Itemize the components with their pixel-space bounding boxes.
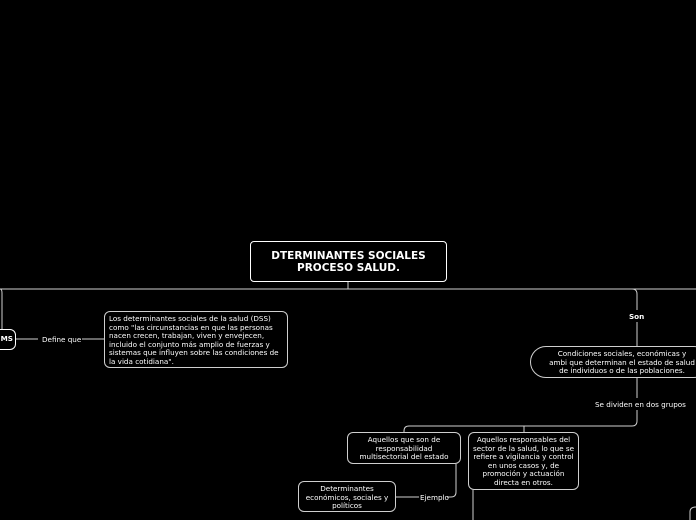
- multisectorial-text: Aquellos que son de responsabilidad multisectorial del estado: [359, 435, 449, 462]
- right-edge-connector: [690, 507, 696, 520]
- condiciones-node[interactable]: [530, 346, 696, 378]
- definicion-node[interactable]: [104, 311, 288, 368]
- grupos-connector: [404, 410, 637, 432]
- left-node-text: MS: [0, 334, 13, 343]
- condiciones-text: Condiciones sociales, económicas y ambi que determinan el estado de salud de individuos o de las poblaciones.: [549, 349, 695, 376]
- root-title: DTERMINANTES SOCIALES PROCESO SALUD.: [271, 249, 426, 274]
- right-branch-connector: [632, 289, 637, 310]
- se-dividen-label: Se dividen en dos grupos: [595, 400, 686, 409]
- economicos-node[interactable]: [298, 481, 396, 512]
- definicion-text: Los determinantes sociales de la salud (DSS) como "las circunstancias en que las personas nacen crecen, trabajan, viven y envejecen, incluido el conjunto más amplio de fuerzas y sistemas que influyen sobre las condiciones de la vida cotidiana".: [109, 314, 279, 366]
- sector-salud-text: Aquellos responsables del sector de la salud, lo que se refiere a vigilancia y control en unos casos y, de promoción y actuación directa en otros.: [472, 435, 575, 487]
- multisectorial-node[interactable]: [347, 432, 461, 464]
- define-que-label: Define que: [42, 335, 82, 344]
- son-label: Son: [629, 312, 645, 321]
- economicos-text: Determinantes económicos, sociales y políticos: [305, 484, 389, 511]
- root-node[interactable]: [250, 241, 447, 282]
- left-node[interactable]: [0, 329, 16, 350]
- sector-salud-node[interactable]: [468, 432, 579, 490]
- ejemplo-label: Ejemplo: [420, 493, 449, 502]
- left-branch-connector: [0, 289, 2, 330]
